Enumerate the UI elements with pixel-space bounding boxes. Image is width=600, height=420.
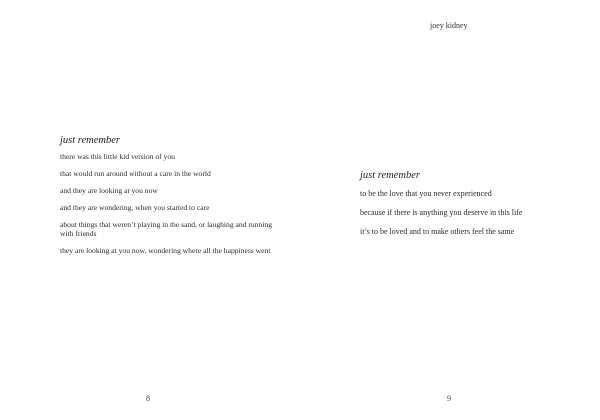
- left-poem-line: that would run around without a care in the world: [60, 169, 211, 178]
- left-poem-line: and they are looking at you now: [60, 186, 158, 195]
- right-page: [300, 0, 600, 420]
- running-header-author: joey kidney: [430, 21, 468, 30]
- left-poem-line: about things that weren’t playing in the sand, or laughing and running with friends: [60, 220, 273, 238]
- left-poem: [60, 135, 280, 263]
- right-poem: [360, 170, 585, 246]
- right-poem-line: to be the love that you never experienced: [360, 189, 492, 198]
- left-poem-title: just remember: [60, 135, 120, 146]
- right-poem-title: just remember: [360, 170, 420, 181]
- left-poem-line: there was this little kid version of you: [60, 152, 175, 161]
- right-page-number: 9: [447, 394, 451, 403]
- left-page-number: 8: [146, 394, 150, 403]
- right-poem-line: it’s to be loved and to make others feel the same: [360, 227, 515, 236]
- right-poem-line: because if there is anything you deserve in this life: [360, 208, 523, 217]
- left-poem-line: and they are wondering, when you started to care: [60, 203, 210, 212]
- left-poem-line: they are looking at you now, wondering where all the happiness went: [60, 246, 271, 255]
